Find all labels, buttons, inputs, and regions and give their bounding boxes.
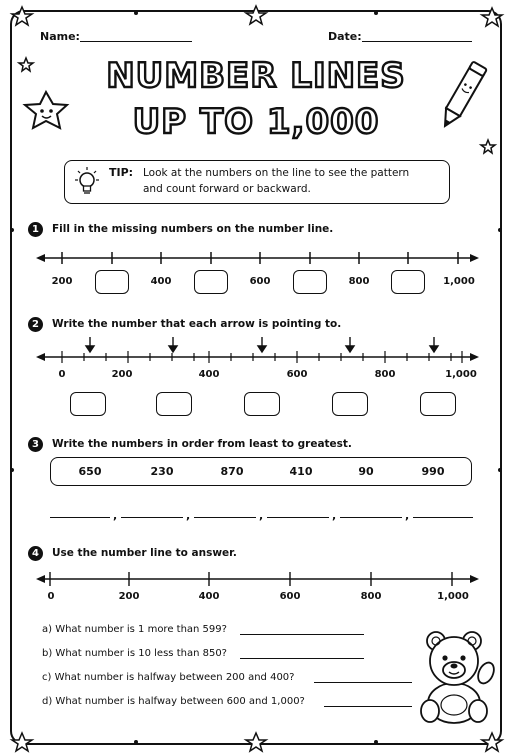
tick-label: 200 <box>118 591 140 602</box>
question-number-3: 3 <box>28 437 43 452</box>
tick-label: 0 <box>58 369 66 380</box>
tick-label: 1,000 <box>445 369 477 380</box>
number-line-4 <box>0 569 512 589</box>
tick-label: 600 <box>249 276 271 287</box>
numbers-to-order-box <box>50 457 472 486</box>
star-icon <box>482 733 502 751</box>
answer-box[interactable] <box>293 270 327 294</box>
star-icon <box>246 733 266 751</box>
order-answer-blank[interactable] <box>413 517 473 518</box>
star-icon <box>246 6 266 24</box>
teddy-bear-icon <box>416 625 500 725</box>
question-2-prompt: Write the number that each arrow is pointing to. <box>52 318 342 330</box>
order-answer-blank[interactable] <box>121 517 183 518</box>
page-title-line2: UP TO 1,000 <box>132 102 380 142</box>
question-number-4: 4 <box>28 546 43 561</box>
number-line-2 <box>0 334 512 368</box>
answer-blank-4c[interactable] <box>314 682 412 683</box>
question-4c: c) What number is halfway between 200 and 400? <box>42 672 295 683</box>
answer-box[interactable] <box>156 392 192 416</box>
order-answer-blank[interactable] <box>194 517 256 518</box>
tick-label: 600 <box>286 369 308 380</box>
star-icon <box>12 7 32 25</box>
question-number-2: 2 <box>28 317 43 332</box>
question-4d: d) What number is halfway between 600 and 1,000? <box>42 696 305 707</box>
tip-text-line1: Look at the numbers on the line to see the pattern <box>143 167 410 179</box>
tick-label: 400 <box>198 591 220 602</box>
tick-label: 400 <box>150 276 172 287</box>
number-to-order: 230 <box>150 465 174 478</box>
star-icon <box>12 733 32 751</box>
answer-box[interactable] <box>332 392 368 416</box>
answer-blank-4a[interactable] <box>240 634 364 635</box>
answer-box[interactable] <box>70 392 106 416</box>
question-1-prompt: Fill in the missing numbers on the number line. <box>52 223 334 235</box>
number-to-order: 410 <box>289 465 313 478</box>
name-label: Name: <box>40 30 80 43</box>
number-to-order: 990 <box>421 465 445 478</box>
order-answer-blank[interactable] <box>340 517 402 518</box>
order-answer-blank[interactable] <box>267 517 329 518</box>
question-number-1: 1 <box>28 222 43 237</box>
question-4b: b) What number is 10 less than 850? <box>42 648 227 659</box>
date-label: Date: <box>328 30 362 43</box>
number-to-order: 90 <box>358 465 374 478</box>
answer-box[interactable] <box>194 270 228 294</box>
date-field[interactable] <box>362 41 472 42</box>
answer-box[interactable] <box>420 392 456 416</box>
question-3-prompt: Write the numbers in order from least to greatest. <box>52 438 352 450</box>
name-field[interactable] <box>80 41 192 42</box>
question-4a: a) What number is 1 more than 599? <box>42 624 227 635</box>
number-line-1 <box>0 248 512 268</box>
tick-label: 200 <box>51 276 73 287</box>
answer-box[interactable] <box>391 270 425 294</box>
tick-label: 1,000 <box>437 591 469 602</box>
answer-box[interactable] <box>244 392 280 416</box>
answer-box[interactable] <box>95 270 129 294</box>
tick-label: 200 <box>111 369 133 380</box>
tick-label: 800 <box>360 591 382 602</box>
answer-blank-4b[interactable] <box>240 658 364 659</box>
star-icon <box>482 8 502 26</box>
tick-label: 0 <box>47 591 55 602</box>
number-to-order: 650 <box>78 465 102 478</box>
tip-text-line2: and count forward or backward. <box>143 183 311 195</box>
question-4-prompt: Use the number line to answer. <box>52 547 237 559</box>
number-to-order: 870 <box>220 465 244 478</box>
order-answer-blank[interactable] <box>50 517 110 518</box>
tick-label: 800 <box>348 276 370 287</box>
tick-label: 800 <box>374 369 396 380</box>
lightbulb-icon <box>72 165 102 199</box>
tip-label: TIP: <box>109 166 134 179</box>
tick-label: 1,000 <box>443 276 475 287</box>
tick-label: 600 <box>279 591 301 602</box>
answer-blank-4d[interactable] <box>324 706 412 707</box>
arrow-markers <box>86 337 438 352</box>
page-title-line1: NUMBER LINES <box>106 56 406 96</box>
tick-label: 400 <box>198 369 220 380</box>
